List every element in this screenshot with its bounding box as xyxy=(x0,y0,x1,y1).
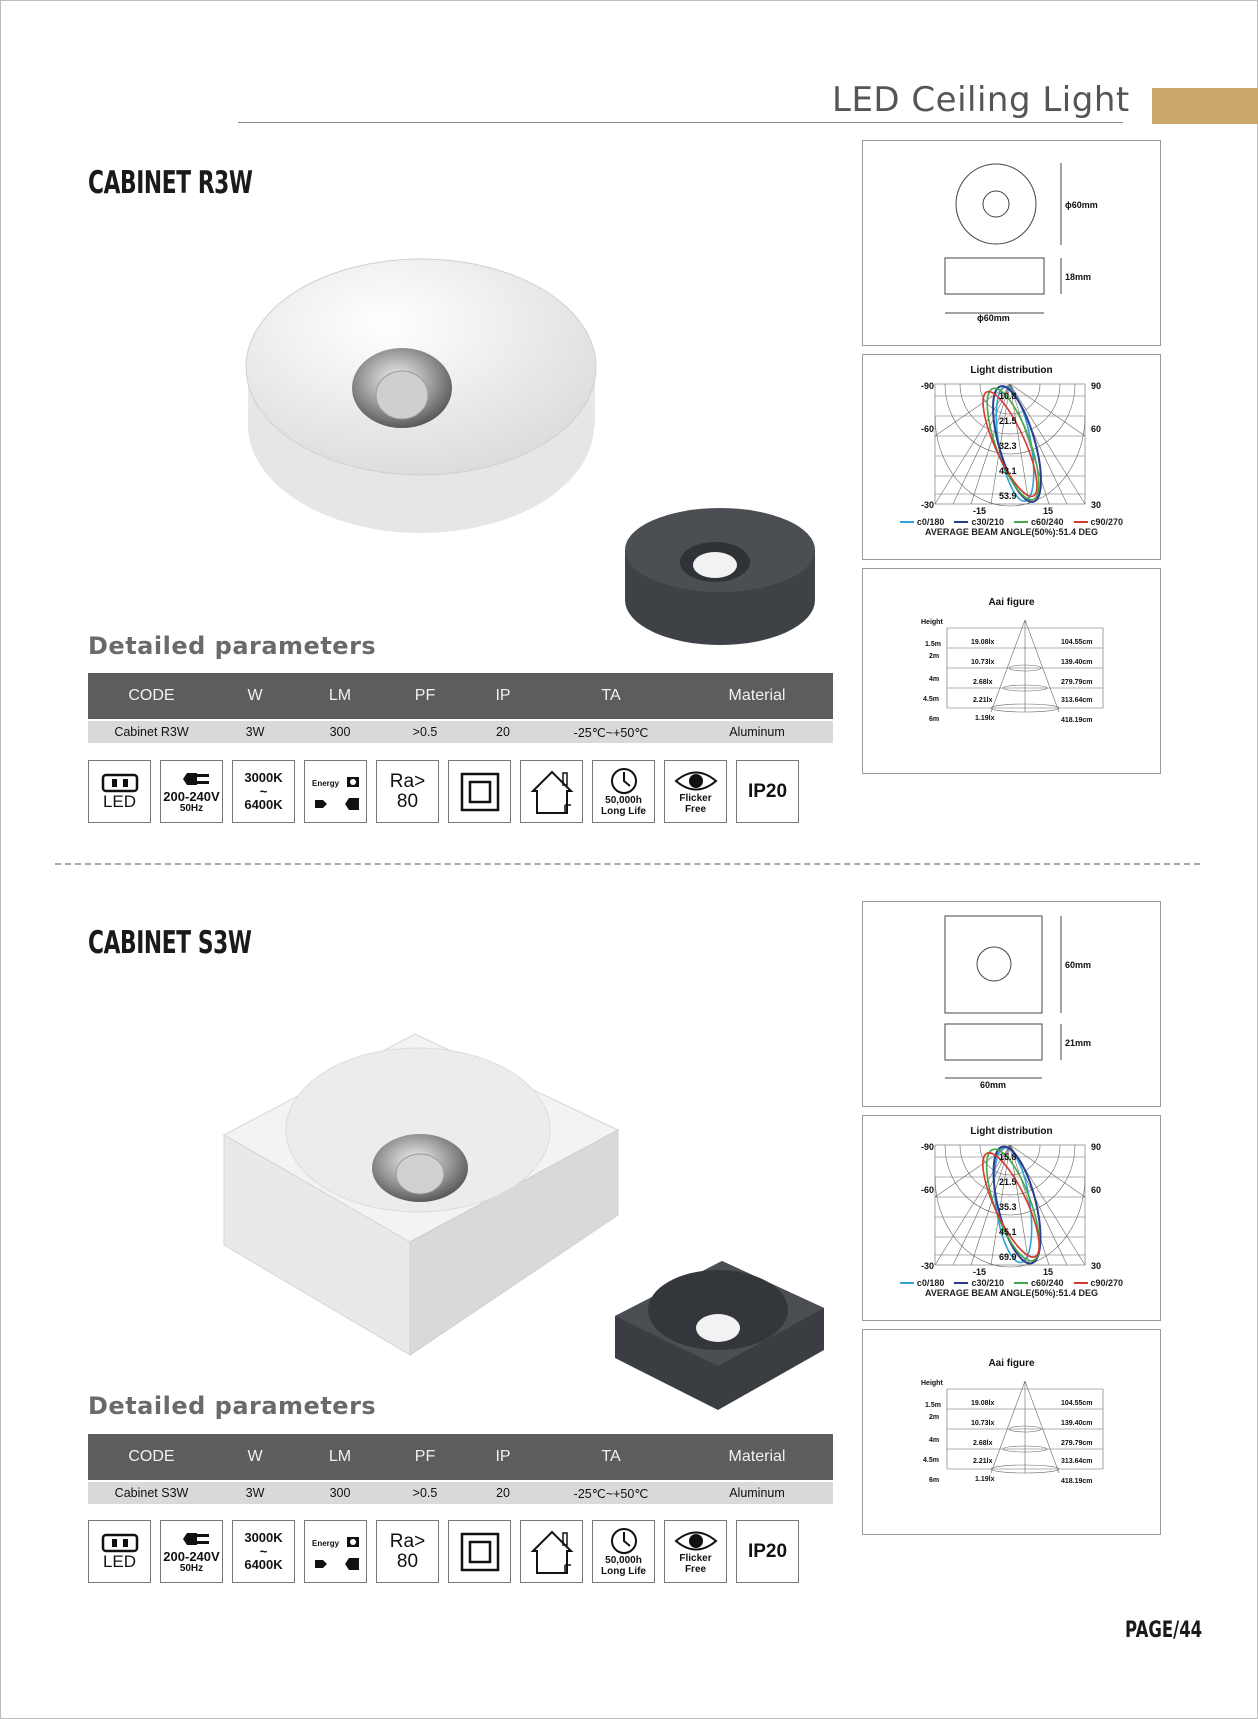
cell-ta: -25℃~+50℃ xyxy=(573,725,649,740)
ring-5: 53.9 xyxy=(999,491,1017,501)
cell-ta: -25℃~+50℃ xyxy=(573,1486,649,1501)
beam-angle: AVERAGE BEAM ANGLE(50%):51.4 DEG xyxy=(924,527,1099,537)
life-hours: 50,000h xyxy=(605,1555,642,1566)
aai-d1: 104.55cm xyxy=(1061,1400,1093,1407)
aai-lux4: 2.21lx xyxy=(973,697,993,704)
indoor-house-icon xyxy=(520,760,583,823)
light-distribution-title: Light distribution xyxy=(970,1126,1053,1137)
cell-material: Aluminum xyxy=(729,1486,785,1500)
angle-left-60: -60 xyxy=(921,424,935,434)
cell-w: 3W xyxy=(245,1486,265,1500)
angle-right-90: 90 xyxy=(1091,1142,1102,1152)
aai-d4: 313.64cm xyxy=(1061,697,1093,704)
product-title-s3w: CABINET S3W xyxy=(88,925,252,961)
led-label: LED xyxy=(102,1551,137,1571)
life-hours: 50,000h xyxy=(605,795,642,806)
ring-2: 21.5 xyxy=(999,1177,1017,1187)
cct-low: 3000K xyxy=(244,1530,283,1546)
energy-text: Energy xyxy=(311,778,339,788)
voltage-label: 200-240V xyxy=(163,1549,220,1565)
aai-lux3: 2.68lx xyxy=(973,679,993,686)
ring-5: 69.9 xyxy=(999,1252,1017,1262)
col-w: W xyxy=(247,687,263,704)
aai-diagram-s3w xyxy=(863,1369,1160,1509)
ring-1: 15.8 xyxy=(999,1152,1017,1162)
cct-high: 6400K xyxy=(244,1557,283,1573)
aai-lux5: 1.19lx xyxy=(975,715,995,722)
plug-icon xyxy=(160,1520,223,1583)
aai-title: Aai figure xyxy=(988,597,1035,608)
long-life-icon xyxy=(592,760,655,823)
cell-code: Cabinet S3W xyxy=(114,1486,189,1500)
aai-d4: 313.64cm xyxy=(1061,1458,1093,1465)
ip-label: IP20 xyxy=(747,780,788,802)
ra-label: Ra> xyxy=(389,770,426,792)
voltage-label: 200-240V xyxy=(163,789,220,805)
dimension-drawing-r3w xyxy=(862,140,1161,346)
cct-icon xyxy=(232,1520,295,1583)
params-table-s3w xyxy=(88,1434,833,1504)
cct-low: 3000K xyxy=(244,770,283,786)
legend-c90: c90/270 xyxy=(1074,1278,1124,1288)
col-pf: PF xyxy=(414,687,436,704)
cell-ip: 20 xyxy=(496,1486,510,1500)
aai-diagram-r3w xyxy=(863,608,1160,748)
long-life-icon xyxy=(592,1520,655,1583)
table-row xyxy=(88,1480,833,1504)
plug-icon xyxy=(160,760,223,823)
aai-lux2: 10.73lx xyxy=(971,1420,995,1427)
aai-title: Aai figure xyxy=(988,1358,1035,1369)
energy-text: Energy xyxy=(311,1538,339,1548)
flicker-free-eye-icon xyxy=(664,1520,727,1583)
aai-h4: 4.5m xyxy=(923,696,939,703)
cell-w: 3W xyxy=(245,725,265,739)
angle-right-60: 60 xyxy=(1091,424,1102,434)
col-code: CODE xyxy=(128,687,175,704)
tick-minus-15: -15 xyxy=(973,506,987,516)
aai-d5: 418.19cm xyxy=(1061,717,1093,724)
free-label: Free xyxy=(684,803,707,815)
ra-label: Ra> xyxy=(389,1530,426,1552)
energy-label-icon xyxy=(304,760,367,823)
aai-lux3: 2.68lx xyxy=(973,1440,993,1447)
params-title-r3w: Detailed parameters xyxy=(88,632,377,660)
legend-c90: c90/270 xyxy=(1074,517,1124,527)
angle-right-30: 30 xyxy=(1091,500,1102,510)
ra-value: 80 xyxy=(396,790,419,812)
chart-legend xyxy=(863,517,1160,527)
col-ta: TA xyxy=(601,1448,621,1465)
page-number: PAGE/44 xyxy=(1125,1618,1203,1643)
legend-c60: c60/240 xyxy=(1014,1278,1064,1288)
legend-c0: c0/180 xyxy=(900,517,945,527)
dim-diameter-top: ɸ60mm xyxy=(1065,200,1098,210)
ra-icon xyxy=(376,1520,439,1583)
aai-height-label: Height xyxy=(921,619,943,626)
cell-lm: 300 xyxy=(329,725,351,739)
ip-label: IP20 xyxy=(747,1540,788,1562)
cell-pf: >0.5 xyxy=(412,725,438,739)
table-header xyxy=(88,673,833,719)
angle-left-60: -60 xyxy=(921,1185,935,1195)
life-label: Long Life xyxy=(601,805,646,817)
aai-lux1: 19.08lx xyxy=(971,639,995,646)
flicker-free-eye-icon xyxy=(664,760,727,823)
product-image-r3w-white xyxy=(240,255,610,555)
flicker-label: Flicker xyxy=(679,793,712,804)
double-insulation-icon xyxy=(448,760,511,823)
angle-right-60: 60 xyxy=(1091,1185,1102,1195)
legend-c30: c30/210 xyxy=(954,517,1004,527)
cct-tilde: ~ xyxy=(259,783,268,799)
ring-1: 10.8 xyxy=(999,391,1017,401)
light-distribution-r3w xyxy=(862,354,1161,560)
hz-label: 50Hz xyxy=(179,1563,204,1575)
angle-left-30: -30 xyxy=(921,500,935,510)
legend-c0: c0/180 xyxy=(900,1278,945,1288)
aai-d2: 139.40cm xyxy=(1061,659,1093,666)
aai-d3: 279.79cm xyxy=(1061,679,1093,686)
col-ip: IP xyxy=(495,1448,511,1465)
chart-legend xyxy=(863,1278,1160,1288)
ring-2: 21.5 xyxy=(999,416,1017,426)
aai-h4: 4.5m xyxy=(923,1457,939,1464)
dim-diameter-side: ɸ60mm xyxy=(977,313,1010,323)
indoor-house-icon xyxy=(520,1520,583,1583)
angle-right-30: 30 xyxy=(1091,1261,1102,1271)
cct-tilde: ~ xyxy=(259,1543,268,1559)
life-label: Long Life xyxy=(601,1565,646,1577)
product-title-r3w: CABINET R3W xyxy=(88,165,253,201)
legend-c60: c60/240 xyxy=(1014,517,1064,527)
tick-plus-15: 15 xyxy=(1043,1267,1054,1277)
led-label: LED xyxy=(102,791,137,811)
aai-h1: 1.5m xyxy=(925,641,941,648)
aai-d3: 279.79cm xyxy=(1061,1440,1093,1447)
cct-high: 6400K xyxy=(244,797,283,813)
cell-code: Cabinet R3W xyxy=(114,725,189,739)
col-lm: LM xyxy=(328,1448,352,1465)
aai-h5: 6m xyxy=(929,716,940,723)
led-icon xyxy=(88,1520,151,1583)
col-code: CODE xyxy=(128,1448,175,1465)
light-distribution-title: Light distribution xyxy=(970,365,1053,376)
aai-h1: 1.5m xyxy=(925,1402,941,1409)
params-table-r3w xyxy=(88,673,833,743)
hz-label: 50Hz xyxy=(179,803,204,815)
dimension-drawing-s3w xyxy=(862,901,1161,1107)
ip-rating-icon xyxy=(736,760,799,823)
col-ta: TA xyxy=(601,687,621,704)
aai-d2: 139.40cm xyxy=(1061,1420,1093,1427)
led-icon xyxy=(88,760,151,823)
cell-pf: >0.5 xyxy=(412,1486,438,1500)
flicker-label: Flicker xyxy=(679,1553,712,1564)
aai-h5: 6m xyxy=(929,1477,940,1484)
col-material: Material xyxy=(728,687,786,704)
product-image-r3w-black xyxy=(620,505,820,650)
aai-h3: 4m xyxy=(929,676,940,683)
dim-width-top: 60mm xyxy=(1065,960,1092,970)
col-material: Material xyxy=(728,1448,786,1465)
aai-figure-s3w xyxy=(862,1329,1161,1535)
aai-lux4: 2.21lx xyxy=(973,1458,993,1465)
aai-lux5: 1.19lx xyxy=(975,1476,995,1483)
aai-d5: 418.19cm xyxy=(1061,1478,1093,1485)
cell-material: Aluminum xyxy=(729,725,785,739)
header-accent-bar xyxy=(1152,88,1258,124)
aai-d1: 104.55cm xyxy=(1061,639,1093,646)
beam-angle: AVERAGE BEAM ANGLE(50%):51.4 DEG xyxy=(924,1288,1099,1298)
col-pf: PF xyxy=(414,1448,436,1465)
ip-rating-icon xyxy=(736,1520,799,1583)
aai-figure-r3w xyxy=(862,568,1161,774)
aai-lux2: 10.73lx xyxy=(971,659,995,666)
angle-left-90: -90 xyxy=(921,1142,935,1152)
ra-value: 80 xyxy=(396,1550,419,1572)
aai-h2: 2m xyxy=(929,1414,940,1421)
ring-4: 43.1 xyxy=(999,466,1017,476)
feature-icons-s3w xyxy=(88,1520,799,1583)
table-row xyxy=(88,719,833,743)
dim-width-side: 60mm xyxy=(980,1080,1007,1090)
ra-icon xyxy=(376,760,439,823)
col-w: W xyxy=(247,1448,263,1465)
table-header xyxy=(88,1434,833,1480)
col-ip: IP xyxy=(495,687,511,704)
aai-h2: 2m xyxy=(929,653,940,660)
dim-height: 21mm xyxy=(1065,1038,1092,1048)
legend-c30: c30/210 xyxy=(954,1278,1004,1288)
cell-lm: 300 xyxy=(329,1486,351,1500)
header-rule xyxy=(238,122,1123,123)
polar-chart-r3w xyxy=(863,376,1160,516)
tick-plus-15: 15 xyxy=(1043,506,1054,516)
cell-ip: 20 xyxy=(496,725,510,739)
double-insulation-icon xyxy=(448,1520,511,1583)
dim-height: 18mm xyxy=(1065,272,1092,282)
polar-chart-s3w xyxy=(863,1137,1160,1277)
feature-icons-r3w xyxy=(88,760,799,823)
tick-minus-15: -15 xyxy=(973,1267,987,1277)
page-header-title: LED Ceiling Light xyxy=(832,80,1130,120)
angle-left-90: -90 xyxy=(921,381,935,391)
angle-left-30: -30 xyxy=(921,1261,935,1271)
aai-lux1: 19.08lx xyxy=(971,1400,995,1407)
free-label: Free xyxy=(684,1563,707,1575)
light-distribution-s3w xyxy=(862,1115,1161,1321)
product-image-s3w-black xyxy=(612,1258,827,1413)
ring-4: 45.1 xyxy=(999,1227,1017,1237)
params-title-s3w: Detailed parameters xyxy=(88,1392,377,1420)
ring-3: 35.3 xyxy=(999,1202,1017,1212)
product-image-s3w-white xyxy=(220,1030,630,1360)
col-lm: LM xyxy=(328,687,352,704)
energy-label-icon xyxy=(304,1520,367,1583)
section-divider xyxy=(55,863,1200,865)
cct-icon xyxy=(232,760,295,823)
aai-h3: 4m xyxy=(929,1437,940,1444)
ring-3: 32.3 xyxy=(999,441,1017,451)
angle-right-90: 90 xyxy=(1091,381,1102,391)
aai-height-label: Height xyxy=(921,1380,943,1387)
